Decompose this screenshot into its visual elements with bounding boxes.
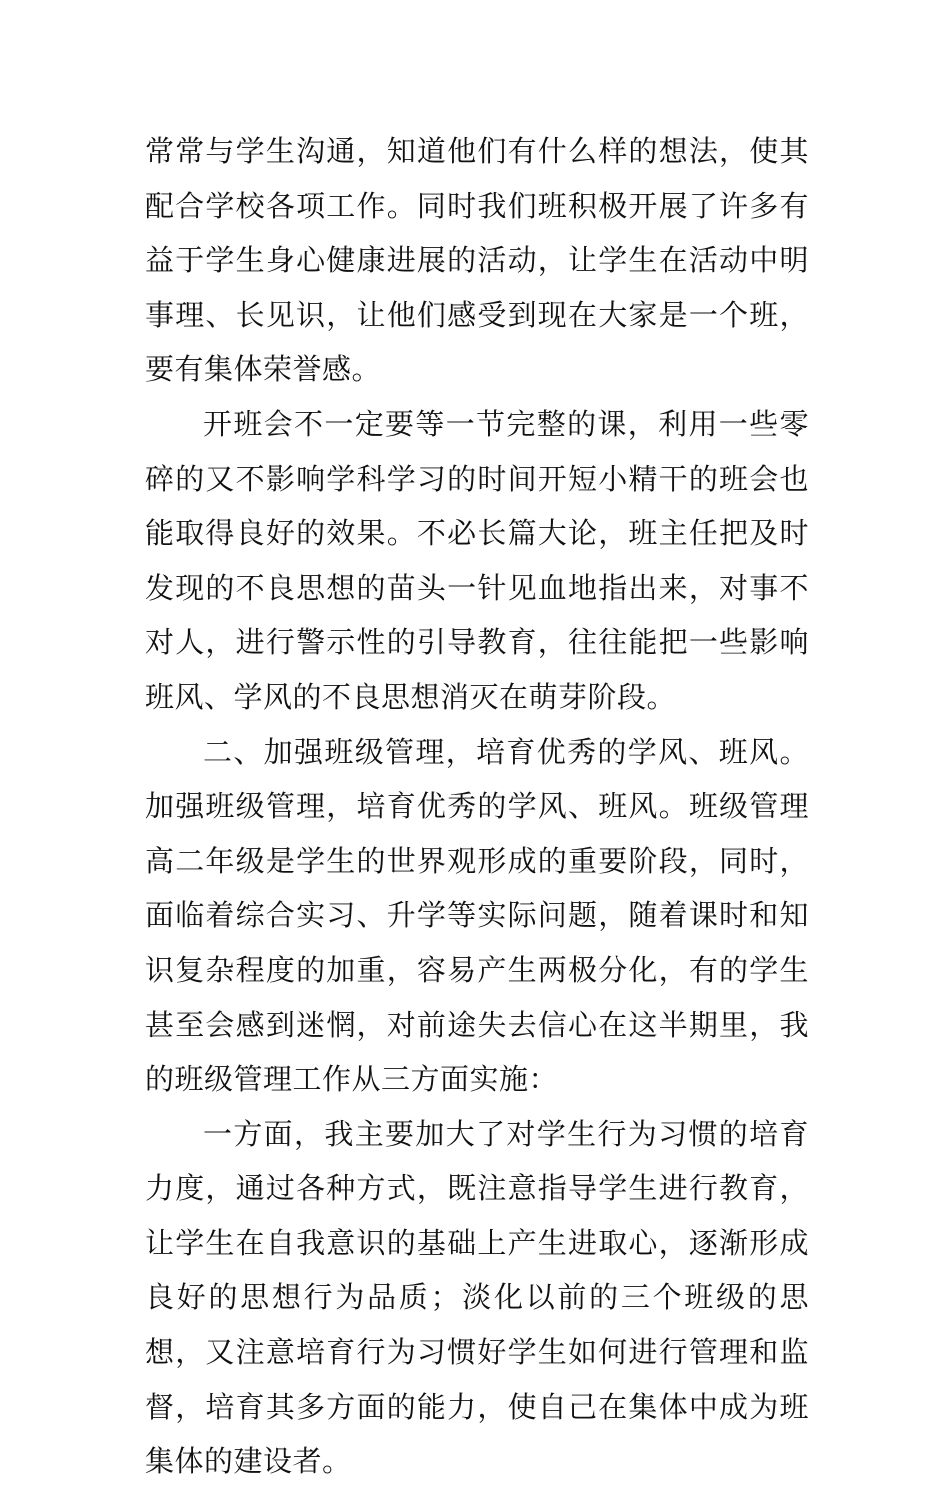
paragraph-class-management: 二、加强班级管理，培育优秀的学风、班风。加强班级管理，培育优秀的学风、班风。班级管理高二年级是学生的世界观形成的重要阶段，同时，面临着综合实习、升学等实际问题，随着课时和知识复杂程度的加重，容易产生两极分化，有的学生甚至会感到迷惘，对前途失去信心在这半期里，我的班级管理工作从三方面实施：	[145, 734, 809, 1097]
paragraph-behavior-habits: 一方面，我主要加大了对学生行为习惯的培育力度，通过各种方式，既注意指导学生进行教育，让学生在自我意识的基础上产生进取心，逐渐形成良好的思想行为品质；淡化以前的三个班级的思想，又注意培育行为习惯好学生如何进行管理和监督，培育其多方面的能力，使自己在集体中成为班集体的建设者。	[145, 1116, 809, 1479]
document-body	[145, 124, 809, 1489]
paragraph-continued: 常常与学生沟通，知道他们有什么样的想法，使其配合学校各项工作。同时我们班积极开展了许多有益于学生身心健康进展的活动，让学生在活动中明事理、长见识，让他们感受到现在大家是一个班，要有集体荣誉感。	[145, 134, 809, 387]
paragraph-class-meeting: 开班会不一定要等一节完整的课，利用一些零碎的又不影响学科学习的时间开短小精干的班会也能取得良好的效果。不必长篇大论，班主任把及时发现的不良思想的苗头一针见血地指出来，对事不对人，进行警示性的引导教育，往往能把一些影响班风、学风的不良思想消灭在萌芽阶段。	[145, 406, 809, 714]
